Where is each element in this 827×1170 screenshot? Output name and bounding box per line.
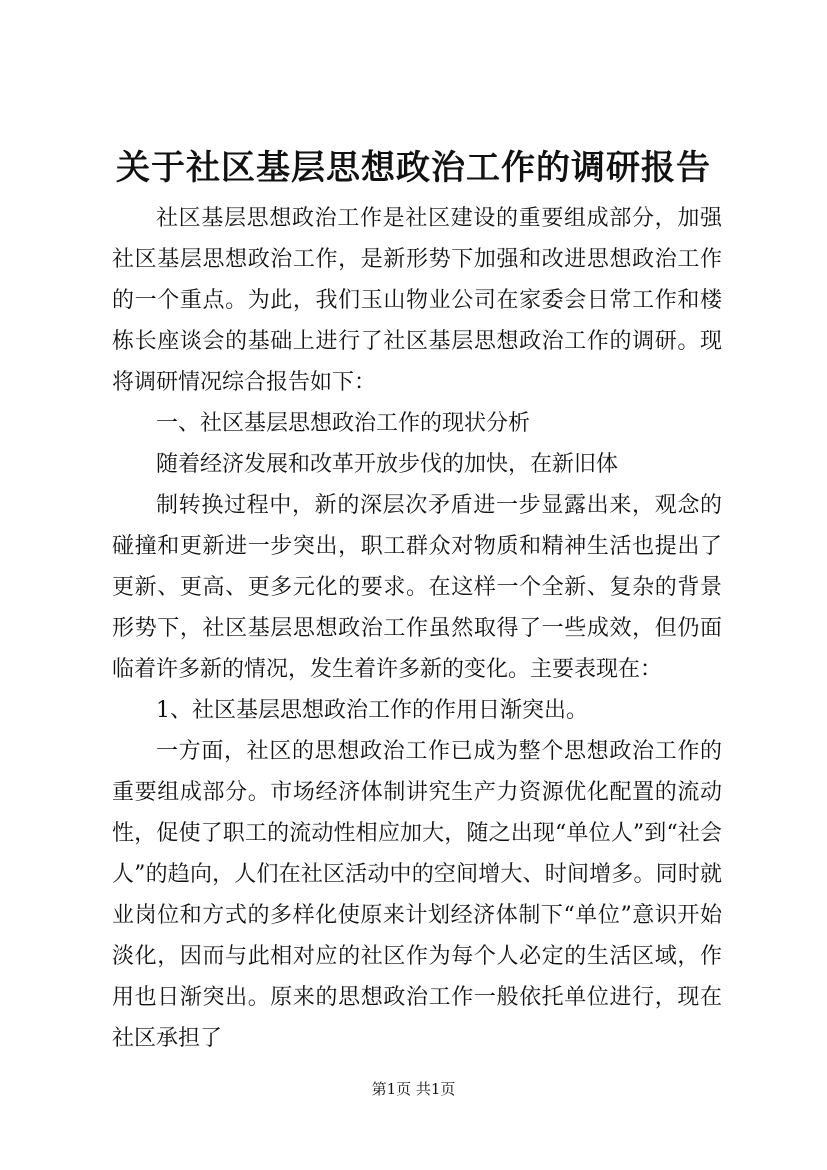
subsection-heading: 1、社区基层思想政治工作的作用日渐突出。	[156, 698, 588, 723]
page-number-footer: 第1页 共1页	[371, 1080, 456, 1098]
section-heading: 一、社区基层思想政治工作的现状分析	[156, 411, 531, 436]
paragraph-transition: 随着经济发展和改革开放步伐的加快，在新旧体	[156, 452, 619, 477]
paragraph-current-situation: 制转换过程中，新的深层次矛盾进一步显露出来，观念的碰撞和更新进一步突出，职工群众对物质和精神生活也提出了更新、更高、更多元化的要求。在这样一个全新、复杂的背景形势下，社区基层思想政治工作虽然取得了一些成效，但仍面临着许多新的情况，发生着许多新的变化。主要表现在：	[112, 493, 722, 682]
paragraph-role-analysis: 一方面，社区的思想政治工作已成为整个思想政治工作的重要组成部分。市场经济体制讲究生产力资源优化配置的流动性，促使了职工的流动性相应加大，随之出现“单位人”到“社会人”的趋向，人们在社区活动中的空间增大、时间增多。同时就业岗位和方式的多样化使原来计划经济体制下“单位”意识开始淡化，因而与此相对应的社区作为每个人必定的生活区域，作用也日渐突出。原来的思想政治工作一般依托单位进行，现在社区承担了	[112, 739, 722, 1051]
document-title: 关于社区基层思想政治工作的调研报告	[116, 148, 711, 188]
paragraph-intro: 社区基层思想政治工作是社区建设的重要组成部分，加强社区基层思想政治工作，是新形势下加强和改进思想政治工作的一个重点。为此，我们玉山物业公司在家委会日常工作和楼栋长座谈会的基础上进行了社区基层思想政治工作的调研。现将调研情况综合报告如下：	[112, 206, 722, 395]
document-body	[112, 198, 722, 1059]
